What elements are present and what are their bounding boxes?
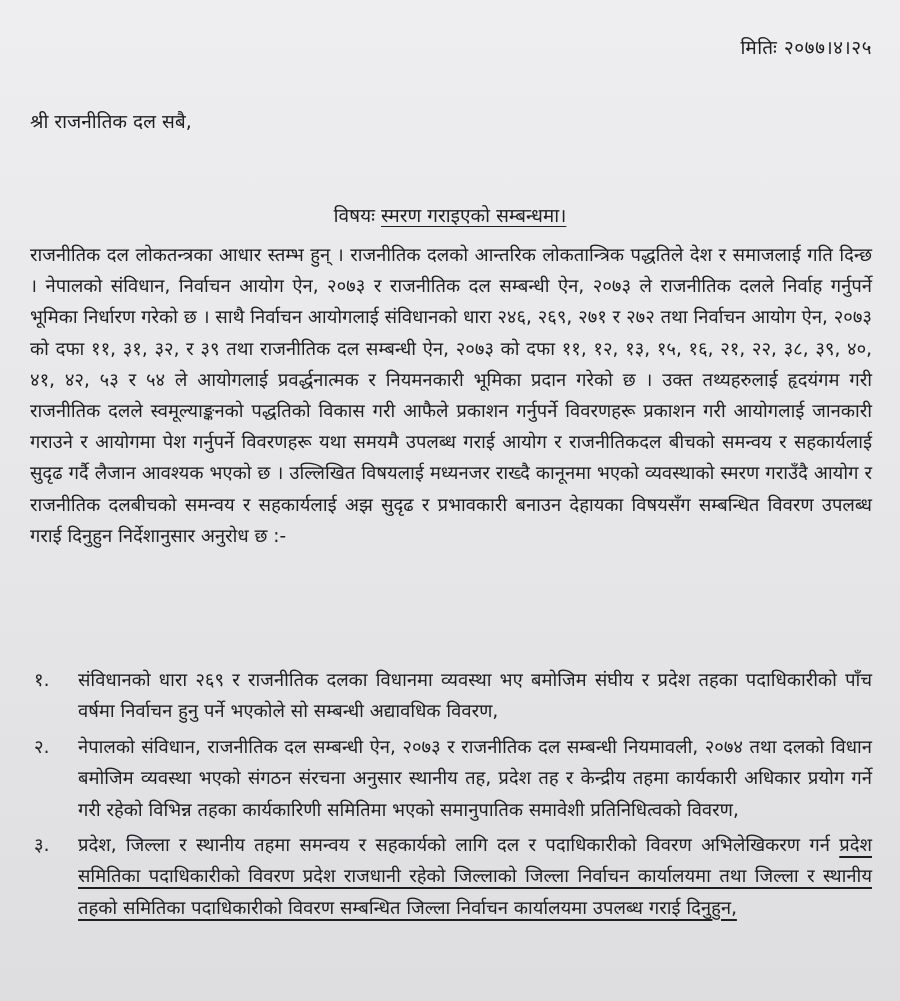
point-text: संविधानको धारा २६९ र राजनीतिक दलका विधानमा व्यवस्था भए बमोजिम संघीय र प्रदेश तहका पदाधिकारीको पाँच वर्षमा निर्वाचन हुनु पर्ने भएकोले सो सम्बन्धी अद्यावधिक विवरण, bbox=[78, 670, 872, 723]
request-points-list bbox=[30, 665, 872, 928]
point-text-underlined: प्रदेश समितिका पदाधिकारीको विवरण प्रदेश राजधानी रहेको जिल्लाको जिल्ला निर्वाचन कार्यालयमा तथा जिल्ला र स्थानीय तहको समितिका पदाधिकारीको विवरण सम्बन्धित जिल्ला निर्वाचन कार्यालयमा उपलब्ध गराई दिनुहुन, bbox=[78, 835, 872, 919]
subject-line bbox=[0, 202, 900, 228]
body-paragraph: राजनीतिक दल लोकतन्त्रका आधार स्तम्भ हुन् । राजनीतिक दलको आन्तरिक लोकतान्त्रिक पद्धतिले देश र समाजलाई गति दिन्छ । नेपालको संविधान, निर्वाचन आयोग ऐन, २०७३ र राजनीतिक दल सम्बन्धी ऐन, २०७३ ले राजनीतिक दलले निर्वाह गर्नुपर्ने भूमिका निर्धारण गरेको छ । साथै निर्वाचन आयोगलाई संविधानको धारा २४६, २६९, २७१ र २७२ तथा निर्वाचन आयोग ऐन, २०७३ को दफा ११, ३१, ३२, र ३९ तथा राजनीतिक दल सम्बन्धी ऐन, २०७३ को दफा ११, १२, १३, १५, १६, २१, २२, ३८, ३९, ४०, ४१, ४२, ५३ र ५४ ले आयोगलाई प्रवर्द्धनात्मक र नियमनकारी भूमिका प्रदान गरेको छ । उक्त तथ्यहरुलाई हृदयंगम गरी राजनीतिक दलले स्वमूल्याङ्कनको पद्धतिको विकास गरी आफैले प्रकाशन गर्नुपर्ने विवरणहरू प्रकाशन गरी आयोगलाई जानकारी गराउने र आयोगमा पेश गर्नुपर्ने विवरणहरू यथा समयमै उपलब्ध गराई आयोग र राजनीतिकदल बीचको समन्वय र सहकार्यलाई सुदृढ गर्दै लैजान आवश्यक भएको छ । उल्लिखित विषयलाई मध्यनजर राख्दै कानूनमा भएको व्यवस्थाको स्मरण गराउँदै आयोग र राजनीतिक दलबीचको समन्वय र सहकार्यलाई अझ सुदृढ र प्रभावकारी बनाउन देहायका विषयसँग सम्बन्धित विवरण उपलब्ध गराई दिनुहुन निर्देशानुसार अनुरोध छ :- bbox=[30, 245, 872, 547]
letter-date: मितिः २०७७।४।२५ bbox=[740, 37, 872, 59]
subject-text: स्मरण गराइएको सम्बन्धमा। bbox=[380, 205, 567, 227]
request-point-3 bbox=[30, 830, 872, 924]
point-number: १. bbox=[34, 670, 50, 691]
salutation: श्री राजनीतिक दल सबै, bbox=[30, 111, 192, 133]
request-point-1 bbox=[30, 665, 872, 728]
request-point-2 bbox=[30, 732, 872, 826]
subject-label: विषयः bbox=[333, 205, 375, 227]
point-number: २. bbox=[34, 736, 50, 758]
point-text: प्रदेश, जिल्ला र स्थानीय तहमा समन्वय र सहकार्यको लागि दल र पदाधिकारीको विवरण अभिलेखिकरण गर्न bbox=[78, 835, 840, 857]
point-text: नेपालको संविधान, राजनीतिक दल सम्बन्धी ऐन, २०७३ र राजनीतिक दल सम्बन्धी नियमावली, २०७४ तथा दलको विधान बमोजिम व्यवस्था भएको संगठन संरचना अनुसार स्थानीय तह, प्रदेश तह र केन्द्रीय तहमा कार्यकारी अधिकार प्रयोग गर्ने गरी रहेको विभिन्न तहका कार्यकारिणी समितिमा भएको समानुपातिक समावेशी प्रतिनिधित्वको विवरण, bbox=[78, 736, 872, 821]
point-number: ३. bbox=[34, 835, 50, 857]
